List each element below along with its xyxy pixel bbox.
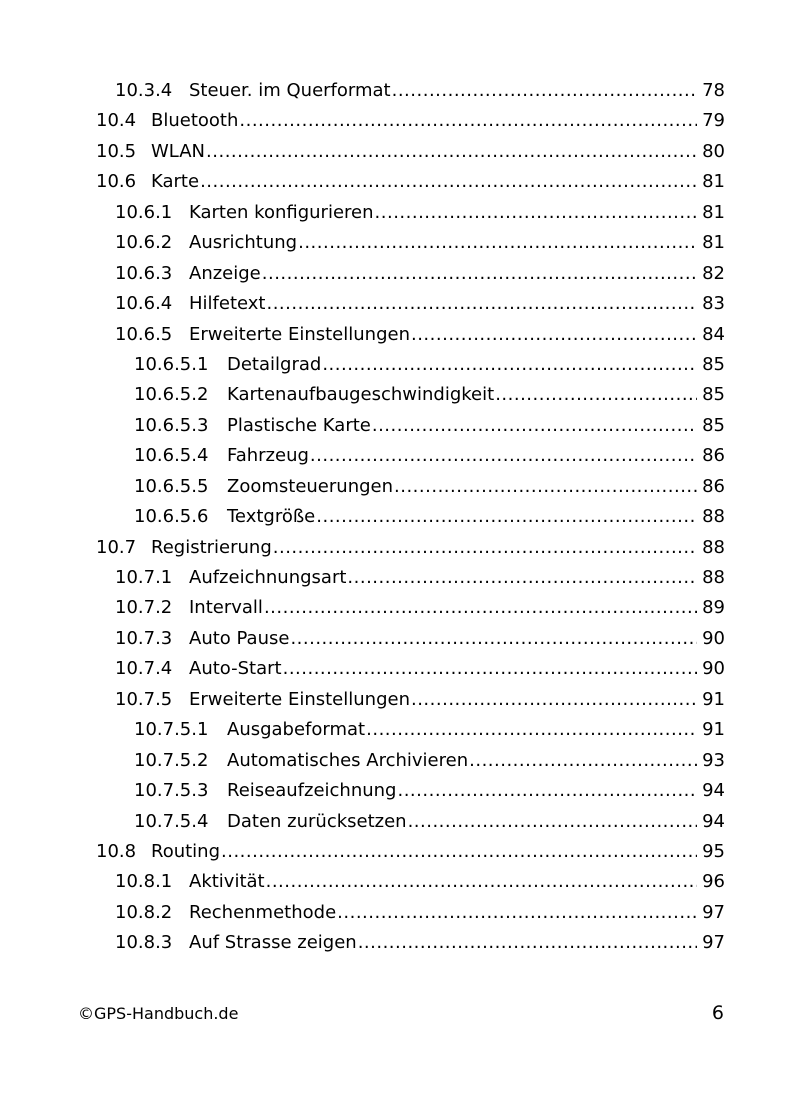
toc-entry[interactable] [0, 259, 800, 289]
toc-entry-number: 10.8.3 [115, 932, 173, 954]
toc-entry[interactable] [0, 563, 800, 593]
toc-entry-page: 88 [702, 567, 725, 588]
dot-leader [266, 289, 697, 319]
toc-entry-page: 85 [702, 414, 725, 436]
toc-entry[interactable] [0, 867, 800, 897]
toc-entry-title: Erweiterte Einstellungen [189, 323, 410, 345]
toc-entry-number: 10.6.5.5 [134, 475, 209, 497]
toc-entry-title: Routing [151, 840, 221, 862]
toc-entry[interactable] [0, 198, 800, 228]
dot-leader [411, 685, 697, 715]
toc-entry-page: 90 [702, 658, 725, 680]
toc-entry[interactable] [0, 654, 800, 684]
toc-entry-title: Auf Strasse zeigen [189, 932, 357, 954]
dot-leader [495, 380, 697, 410]
toc-entry-number: 10.6.5.6 [134, 506, 209, 528]
dot-leader [469, 746, 697, 776]
toc-entry[interactable] [0, 593, 800, 623]
toc-entry-number: 10.7.5.3 [134, 780, 209, 802]
toc-entry-page: 85 [702, 384, 725, 406]
toc-entry-title: Erweiterte Einstellungen [189, 688, 410, 710]
dot-leader [239, 106, 697, 136]
toc-entry-title: Ausrichtung [189, 232, 298, 254]
toc-entry-page: 85 [702, 353, 725, 375]
toc-entry[interactable] [0, 350, 800, 380]
toc-entry-number: 10.7.5.1 [134, 719, 209, 741]
dot-leader [408, 807, 697, 837]
toc-entry-title: Karte [151, 171, 200, 193]
toc-entry-page: 97 [702, 932, 725, 954]
dot-leader [394, 472, 697, 502]
toc-entry[interactable] [0, 137, 800, 167]
toc-entry-title: Plastische Karte [227, 414, 371, 436]
dot-leader [298, 228, 697, 258]
toc-entry-page: 94 [702, 780, 725, 802]
dot-leader [375, 198, 697, 228]
toc-entry-page: 80 [702, 140, 725, 162]
dot-leader [200, 167, 697, 197]
dot-leader [316, 502, 697, 532]
toc-entry-number: 10.6.2 [115, 232, 173, 254]
toc-entry-number: 10.7.4 [115, 658, 173, 680]
toc-entry[interactable] [0, 898, 800, 928]
toc-entry-number: 10.7.5.2 [134, 749, 209, 771]
toc-entry-number: 10.6.5.2 [134, 384, 209, 406]
toc-entry-page: 93 [702, 749, 725, 771]
toc-entry[interactable] [0, 472, 800, 502]
toc-entry-title: Aufzeichnungsart [189, 567, 347, 588]
toc-entry-page: 97 [702, 901, 725, 923]
toc-entry-number: 10.6.5.4 [134, 445, 209, 467]
toc-entry-title: Automatisches Archivieren [227, 749, 469, 771]
toc-entry-number: 10.6.5.3 [134, 414, 209, 436]
toc-entry-page: 81 [702, 232, 725, 254]
toc-entry-page: 82 [702, 262, 725, 284]
footer-page-number: 6 [711, 1002, 724, 1024]
dot-leader [411, 320, 697, 350]
toc-entry-page: 84 [702, 323, 725, 345]
toc-entry-title: Aktivität [189, 871, 265, 893]
toc-entry[interactable] [0, 320, 800, 350]
toc-entry[interactable] [0, 624, 800, 654]
toc-entry-title: Intervall [189, 597, 263, 619]
dot-leader [262, 259, 697, 289]
dot-leader [372, 411, 697, 441]
toc-entry[interactable] [0, 533, 800, 563]
footer-copyright: ©GPS-Handbuch.de [78, 1004, 239, 1023]
toc-entry-number: 10.7.2 [115, 597, 173, 619]
dot-leader [322, 350, 697, 380]
dot-leader [366, 715, 697, 745]
toc-entry-page: 94 [702, 810, 725, 832]
toc-entry[interactable] [0, 776, 800, 806]
toc-entry-title: Textgröße [227, 506, 316, 528]
dot-leader [273, 533, 697, 563]
toc-entry-title: Daten zurücksetzen [227, 810, 407, 832]
toc-entry[interactable] [0, 441, 800, 471]
toc-entry[interactable] [0, 289, 800, 319]
toc-entry[interactable] [0, 928, 800, 958]
toc-entry-page: 88 [702, 536, 725, 558]
toc-entry-title: Reiseaufzeichnung [227, 780, 397, 802]
toc-entry-page: 96 [702, 871, 725, 893]
toc-entry-page: 79 [702, 110, 725, 132]
dot-leader [347, 563, 697, 593]
toc-entry-title: Rechenmethode [189, 901, 337, 923]
toc-entry-page: 83 [702, 293, 725, 315]
toc-entry-title: Steuer. im Querformat [189, 80, 391, 101]
toc-entry-title: Kartenaufbaugeschwindigkeit [227, 384, 495, 406]
toc-entry-number: 10.8 [96, 840, 137, 862]
toc-entry-page: 91 [702, 719, 725, 741]
toc-entry-title: Registrierung [151, 536, 272, 558]
dot-leader [290, 624, 697, 654]
dot-leader [358, 928, 697, 958]
toc-entry-number: 10.6.5.1 [134, 353, 209, 375]
toc-entry-page: 89 [702, 597, 725, 619]
toc-entry-page: 81 [702, 171, 725, 193]
toc-entry[interactable] [0, 746, 800, 776]
toc-entry-title: WLAN [151, 140, 206, 162]
toc-entry[interactable] [0, 106, 800, 136]
toc-entry-number: 10.7.3 [115, 627, 173, 649]
toc-entry[interactable] [0, 807, 800, 837]
toc-entry-title: Auto-Start [189, 658, 282, 680]
toc-entry-title: Auto Pause [189, 627, 290, 649]
toc-entry-page: 81 [702, 201, 725, 223]
dot-leader [283, 654, 697, 684]
toc-entry-title: Detailgrad [227, 353, 322, 375]
toc-entry-page: 78 [702, 80, 725, 101]
toc-entry-title: Anzeige [189, 262, 261, 284]
toc-entry[interactable] [0, 837, 800, 867]
toc-entry-number: 10.6.4 [115, 293, 173, 315]
toc-entry[interactable] [0, 411, 800, 441]
toc-entry-number: 10.7.1 [115, 567, 173, 588]
toc-entry-number: 10.6.3 [115, 262, 173, 284]
toc-entry-number: 10.8.1 [115, 871, 173, 893]
dot-leader [206, 137, 697, 167]
toc-entry-title: Karten konfigurieren [189, 201, 374, 223]
toc-entry-title: Zoomsteuerungen [227, 475, 394, 497]
toc-entry-number: 10.6.5 [115, 323, 173, 345]
toc-entry-title: Bluetooth [151, 110, 239, 132]
dot-leader [266, 867, 697, 897]
toc-entry-number: 10.7 [96, 536, 137, 558]
toc-entry-title: Fahrzeug [227, 445, 309, 467]
toc-entry-number: 10.6.1 [115, 201, 173, 223]
toc-entry[interactable] [0, 167, 800, 197]
toc-entry-page: 86 [702, 445, 725, 467]
dot-leader [392, 76, 697, 106]
toc-entry-number: 10.6 [96, 171, 137, 193]
dot-leader [264, 593, 697, 623]
table-of-contents [0, 76, 800, 959]
toc-entry[interactable] [0, 685, 800, 715]
toc-entry-number: 10.3.4 [115, 80, 173, 101]
toc-entry[interactable] [0, 76, 800, 106]
toc-entry-number: 10.5 [96, 140, 137, 162]
toc-entry-page: 95 [702, 840, 725, 862]
dot-leader [397, 776, 697, 806]
toc-entry-page: 91 [702, 688, 725, 710]
toc-entry-page: 90 [702, 627, 725, 649]
toc-entry[interactable] [0, 228, 800, 258]
toc-entry-title: Ausgabeformat [227, 719, 366, 741]
toc-entry-title: Hilfetext [189, 293, 266, 315]
toc-entry-page: 88 [702, 506, 725, 528]
toc-entry-number: 10.7.5.4 [134, 810, 209, 832]
toc-entry-page: 86 [702, 475, 725, 497]
toc-entry-number: 10.7.5 [115, 688, 173, 710]
toc-entry[interactable] [0, 502, 800, 532]
dot-leader [337, 898, 697, 928]
toc-entry[interactable] [0, 380, 800, 410]
toc-entry[interactable] [0, 715, 800, 745]
toc-entry-number: 10.8.2 [115, 901, 173, 923]
dot-leader [310, 441, 697, 471]
toc-entry-number: 10.4 [96, 110, 137, 132]
dot-leader [221, 837, 697, 867]
